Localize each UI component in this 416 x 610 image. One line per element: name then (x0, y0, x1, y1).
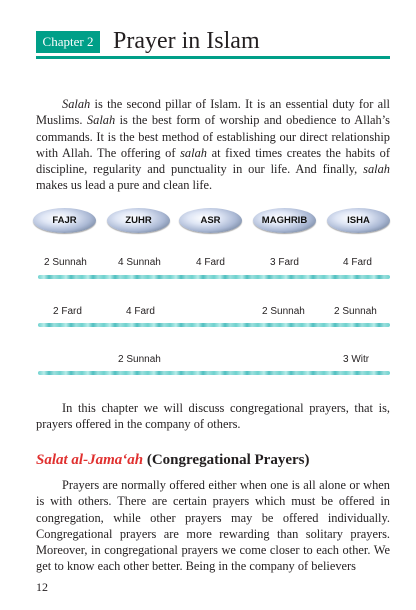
rakah-cell: 2 Fard (53, 306, 82, 317)
rakah-cell: 4 Fard (343, 257, 372, 268)
chapter-title: Prayer in Islam (113, 28, 260, 54)
prayer-pill-fajr: FAJR (33, 208, 96, 233)
intro-text-1: is the second pillar of Islam. It is an essential duty for all Muslims. (36, 97, 390, 128)
rakah-cell: 2 Sunnah (44, 257, 87, 268)
rakah-cell: 4 Fard (196, 257, 225, 268)
intro-term-4: salah (363, 162, 390, 177)
intro-paragraph (36, 96, 390, 194)
intro-text-2: is the best form of worship and obedience to Allah’s commands. It is the best method of establishing our direct relationship with Allah. The offering of (36, 113, 391, 160)
chapter-badge: Chapter 2 (36, 31, 100, 53)
intro-term-3: salah (180, 145, 207, 160)
chapter-intro-paragraph: In this chapter we will discuss congregational prayers, that is, prayers offered in the company of others. (36, 401, 390, 432)
rakah-cell: 4 Fard (126, 306, 155, 317)
prayer-pill-asr: ASR (179, 208, 242, 233)
section-heading (36, 452, 309, 469)
prayer-pill-maghrib: MAGHRIB (253, 208, 316, 233)
row-divider (38, 323, 390, 327)
section-body-paragraph: Prayers are normally offered either when one is all alone or when is with others. There are certain prayers which must be offered in congregation, while other prayers may be offered individually. Congregational prayers are more rewarding than solitary prayers. Moreover, in congregational prayers we come closer to each other. We get to know each other better. Being in the company of believers (36, 478, 390, 574)
prayer-pill-isha: ISHA (327, 208, 390, 233)
intro-term-2: Salah (86, 113, 116, 128)
rakah-cell: 2 Sunnah (262, 306, 305, 317)
rakah-cell: 3 Fard (270, 257, 299, 268)
prayer-pill-zuhr: ZUHR (107, 208, 170, 233)
page-number: 12 (36, 580, 48, 594)
row-divider (38, 371, 390, 375)
rakah-cell: 2 Sunnah (118, 354, 161, 365)
section-heading-term: Salat al-Jama‘ah (36, 452, 144, 468)
rakah-cell: 2 Sunnah (334, 306, 377, 317)
intro-text-4: makes us lead a pure and clean life. (36, 178, 213, 193)
intro-term-1: Salah (62, 97, 91, 111)
row-divider (38, 275, 390, 279)
rakah-cell: 4 Sunnah (118, 257, 161, 268)
section-heading-subtitle: (Congregational Prayers) (143, 452, 310, 468)
intro-text-3: at fixed times creates the habits of discipline, regularity and punctuality in our life. And finally, (36, 145, 390, 177)
header-rule (36, 56, 390, 59)
rakah-cell: 3 Witr (343, 354, 370, 365)
